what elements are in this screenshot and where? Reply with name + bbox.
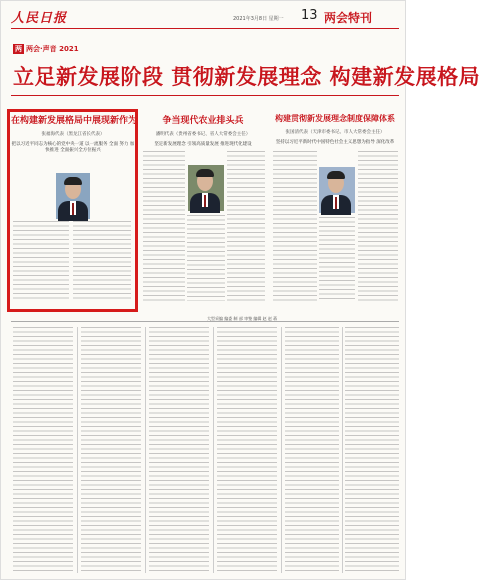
body-column (13, 327, 73, 573)
section-badge: 两 (15, 45, 22, 53)
article-title[interactable]: 争当现代农业排头兵 (162, 116, 244, 126)
column-divider (342, 327, 343, 573)
article-lead: 坚定新发展理念 引领高质量发展 推进现代化建设 (154, 142, 252, 147)
section-title: 两会特刊 (324, 11, 373, 25)
page-number: 13 (301, 8, 318, 23)
body-column (285, 327, 339, 573)
article-author: 张国清代表（天津市委书记、市人大常委会主任） (285, 130, 385, 135)
article-author: 潘明代表（贵州省委书记、省人大常委会主任） (155, 132, 251, 137)
author-photo (188, 165, 224, 211)
column-divider (213, 327, 214, 573)
body-column (217, 327, 277, 573)
page-headline: 立足新发展阶段 贯彻新发展理念 构建新发展格局 (13, 64, 480, 89)
article-body-text (143, 151, 185, 301)
author-photo (56, 173, 90, 219)
section-tag (13, 44, 79, 54)
article-body-text (273, 151, 317, 301)
masthead (11, 7, 399, 29)
article-body-text (73, 221, 131, 299)
article-body-text (13, 221, 69, 299)
body-column (345, 327, 399, 573)
article-lead: 坚持以习近平新时代中国特色社会主义思想为指导 深化改革 (275, 140, 395, 145)
page-credits: 大型采编 编委 制 部 审签 编辑 赵 赵 蒋 (207, 316, 278, 321)
body-column (81, 327, 141, 573)
column-divider (145, 327, 146, 573)
article-body-text (319, 217, 355, 301)
section-tag-text: 两会·声音 2021 (26, 45, 79, 53)
article-body-text (358, 151, 398, 301)
author-photo (319, 167, 355, 213)
headline-rule (11, 95, 399, 96)
issue-date: 2021年3月8日 星期一 (233, 16, 284, 22)
article-body-text (187, 215, 225, 301)
body-column (149, 327, 209, 573)
column-divider (281, 327, 282, 573)
article-title[interactable]: 在构建新发展格局中展现新作为 (11, 116, 138, 126)
column-divider (77, 327, 78, 573)
section-divider (11, 321, 399, 322)
article-body-text (227, 151, 265, 301)
article-author: 张福海代表（黑龙江省长代表） (41, 132, 105, 137)
article-lead: 把以习近平同志为核心的党中央一道 以一流服务 全面 努力 加快推进 全面振兴全方位振兴 (11, 142, 135, 153)
newspaper-logo: 人民日报 (11, 11, 68, 26)
article-title[interactable]: 构建贯彻新发展理念制度保障体系 (275, 114, 395, 123)
